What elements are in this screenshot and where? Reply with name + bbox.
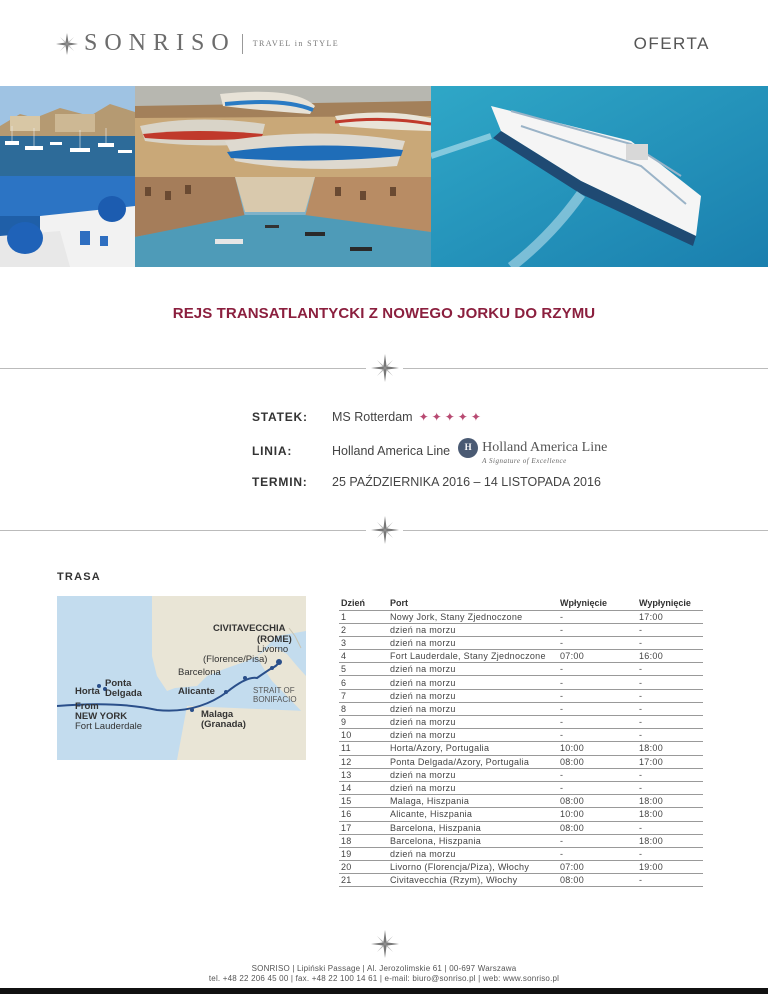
line-label: LINIA:	[252, 444, 293, 458]
map-label-newyork: NEW YORK	[75, 711, 128, 722]
cell-day: 12	[339, 755, 388, 768]
compass-star-icon	[371, 354, 399, 382]
cell-day: 2	[339, 623, 388, 636]
ornament-divider	[0, 516, 768, 546]
cell-departure: -	[637, 716, 703, 729]
cell-day: 21	[339, 874, 388, 887]
cell-departure: -	[637, 729, 703, 742]
star-icon: ✦	[470, 410, 481, 424]
footer-contact: tel. +48 22 206 45 00 | fax. +48 22 100 14 61 | e-mail: biuro@sonriso.pl | web: www.sonriso.pl	[208, 974, 560, 983]
route-map	[57, 596, 306, 760]
map-label-strait: STRAIT OF	[253, 686, 295, 695]
cell-port: dzień na morzu	[388, 768, 558, 781]
cell-port: dzień na morzu	[388, 623, 558, 636]
footer	[0, 964, 768, 984]
term-label: TERMIN:	[252, 475, 308, 489]
cell-port: Livorno (Florencja/Piza), Włochy	[388, 861, 558, 874]
cell-arrival: 08:00	[558, 821, 637, 834]
cell-arrival: -	[558, 636, 637, 649]
cell-departure: -	[637, 689, 703, 702]
map-label-granada: (Granada)	[201, 719, 246, 730]
cell-arrival: 10:00	[558, 742, 637, 755]
header-day: Dzień	[339, 597, 388, 610]
cell-departure: -	[637, 663, 703, 676]
harbor-photo	[0, 86, 135, 176]
cell-departure: -	[637, 781, 703, 794]
ship-value: MS Rotterdam	[332, 410, 413, 424]
cell-port: Malaga, Hiszpania	[388, 795, 558, 808]
map-label-civitavecchia: CIVITAVECCHIA	[213, 623, 286, 634]
term-value: 25 PAŹDZIERNIKA 2016 – 14 LISTOPADA 2016	[332, 475, 601, 489]
table-row	[339, 636, 703, 649]
table-row	[339, 768, 703, 781]
cell-port: dzień na morzu	[388, 676, 558, 689]
cell-departure: 18:00	[637, 742, 703, 755]
route-section-label: TRASA	[57, 571, 101, 583]
cell-day: 19	[339, 847, 388, 860]
cell-arrival: -	[558, 623, 637, 636]
cell-arrival: -	[558, 663, 637, 676]
cell-port: Ponta Delgada/Azory, Portugalia	[388, 755, 558, 768]
cell-departure: -	[637, 636, 703, 649]
map-label-bonifacio: BONIFACIO	[253, 695, 297, 704]
cell-departure: 18:00	[637, 795, 703, 808]
table-row	[339, 623, 703, 636]
compass-star-icon	[371, 930, 399, 958]
cell-arrival: -	[558, 768, 637, 781]
map-label-delgada: Delgada	[105, 688, 142, 699]
map-label-ponta: Ponta	[105, 678, 132, 689]
footer-address: SONRISO | Lipiński Passage | Al. Jerozolimskie 61 | 00-697 Warszawa	[251, 964, 517, 973]
table-row	[339, 861, 703, 874]
brand-logo	[56, 30, 339, 57]
cell-day: 13	[339, 768, 388, 781]
table-row	[339, 716, 703, 729]
cell-day: 15	[339, 795, 388, 808]
header-arrival: Wpłynięcie	[558, 597, 637, 610]
table-row	[339, 781, 703, 794]
header-departure: Wypłynięcie	[637, 597, 703, 610]
santorini-photo	[0, 176, 135, 267]
star-icon: ✦	[431, 410, 442, 424]
ornament-divider	[0, 354, 768, 384]
hal-emblem-icon: H	[458, 438, 478, 458]
table-row	[339, 834, 703, 847]
cell-departure: -	[637, 676, 703, 689]
cell-day: 11	[339, 742, 388, 755]
map-label-malaga: Malaga	[201, 709, 234, 720]
boats-photo	[135, 86, 431, 177]
cell-departure: -	[637, 768, 703, 781]
cell-day: 9	[339, 716, 388, 729]
cell-departure: 18:00	[637, 834, 703, 847]
ship-rating	[419, 410, 484, 424]
cell-arrival: 10:00	[558, 808, 637, 821]
cell-port: dzień na morzu	[388, 847, 558, 860]
table-row	[339, 847, 703, 860]
compass-star-icon	[371, 516, 399, 544]
table-row	[339, 702, 703, 715]
table-header-row	[339, 597, 703, 610]
holland-america-logo: H Holland America Line A Signature of Excellence	[458, 438, 607, 465]
cell-port: dzień na morzu	[388, 689, 558, 702]
map-label-rome: (ROME)	[257, 634, 292, 645]
table-row	[339, 808, 703, 821]
cell-day: 4	[339, 650, 388, 663]
brand-name: SONRISO	[84, 30, 236, 56]
cruise-ship-photo	[431, 86, 768, 267]
map-label-livorno: Livorno	[257, 644, 289, 655]
cell-arrival: 07:00	[558, 650, 637, 663]
cell-arrival: -	[558, 781, 637, 794]
term-row	[252, 470, 601, 494]
cell-arrival: -	[558, 689, 637, 702]
cell-port: dzień na morzu	[388, 781, 558, 794]
cell-departure: 18:00	[637, 808, 703, 821]
photo-collage	[0, 86, 768, 267]
map-label-barcelona: Barcelona	[178, 667, 221, 678]
cell-port: Horta/Azory, Portugalia	[388, 742, 558, 755]
compass-star-icon	[56, 33, 78, 55]
header-port: Port	[388, 597, 558, 610]
cell-arrival: -	[558, 676, 637, 689]
venice-photo	[135, 177, 431, 267]
star-icon: ✦	[418, 410, 429, 424]
cell-departure: -	[637, 821, 703, 834]
cell-departure: -	[637, 702, 703, 715]
ornament-divider	[0, 930, 768, 960]
cell-arrival: -	[558, 610, 637, 623]
ship-label: STATEK:	[252, 410, 308, 424]
itinerary-table	[339, 597, 703, 887]
cell-day: 7	[339, 689, 388, 702]
line-value: Holland America Line	[332, 444, 451, 458]
map-label-fortlauderdale: Fort Lauderdale	[75, 721, 143, 732]
cell-day: 10	[339, 729, 388, 742]
offer-title: REJS TRANSATLANTYCKI Z NOWEGO JORKU DO RZYMU	[172, 305, 596, 322]
bottom-bar	[0, 988, 768, 994]
cell-port: Fort Lauderdale, Stany Zjednoczone	[388, 650, 558, 663]
cell-arrival: -	[558, 702, 637, 715]
cell-departure: 19:00	[637, 861, 703, 874]
cell-arrival: 08:00	[558, 795, 637, 808]
cell-departure: -	[637, 847, 703, 860]
cell-day: 1	[339, 610, 388, 623]
table-row	[339, 795, 703, 808]
cell-arrival: 08:00	[558, 755, 637, 768]
ship-row	[252, 405, 484, 429]
table-row	[339, 650, 703, 663]
table-row	[339, 874, 703, 887]
cell-arrival: 07:00	[558, 861, 637, 874]
cell-day: 14	[339, 781, 388, 794]
cell-arrival: -	[558, 847, 637, 860]
table-row	[339, 742, 703, 755]
cell-day: 16	[339, 808, 388, 821]
cell-day: 5	[339, 663, 388, 676]
table-row	[339, 821, 703, 834]
cell-day: 18	[339, 834, 388, 847]
cell-departure: 17:00	[637, 755, 703, 768]
cell-port: dzień na morzu	[388, 663, 558, 676]
cell-departure: -	[637, 623, 703, 636]
table-row	[339, 689, 703, 702]
brand-tagline: TRAVEL in STYLE	[252, 39, 340, 48]
table-row	[339, 755, 703, 768]
cell-departure: 17:00	[637, 610, 703, 623]
offer-label: OFERTA	[633, 34, 710, 53]
table-row	[339, 676, 703, 689]
star-icon: ✦	[444, 410, 455, 424]
star-icon: ✦	[457, 410, 468, 424]
cell-day: 20	[339, 861, 388, 874]
cell-day: 3	[339, 636, 388, 649]
cell-arrival: -	[558, 834, 637, 847]
cell-port: dzień na morzu	[388, 636, 558, 649]
map-label-florence: (Florence/Pisa)	[203, 654, 268, 665]
cell-port: Barcelona, Hiszpania	[388, 821, 558, 834]
cell-departure: 16:00	[637, 650, 703, 663]
table-row	[339, 610, 703, 623]
cell-port: dzień na morzu	[388, 716, 558, 729]
cell-arrival: -	[558, 729, 637, 742]
logo-separator	[242, 34, 243, 54]
cell-port: dzień na morzu	[388, 729, 558, 742]
cell-day: 17	[339, 821, 388, 834]
cell-port: dzień na morzu	[388, 702, 558, 715]
cell-arrival: -	[558, 716, 637, 729]
cell-day: 6	[339, 676, 388, 689]
cell-port: Barcelona, Hiszpania	[388, 834, 558, 847]
table-row	[339, 663, 703, 676]
map-label-alicante: Alicante	[178, 686, 215, 697]
cell-departure: -	[637, 874, 703, 887]
cell-port: Civitavecchia (Rzym), Włochy	[388, 874, 558, 887]
cell-arrival: 08:00	[558, 874, 637, 887]
cell-port: Alicante, Hiszpania	[388, 808, 558, 821]
cell-port: Nowy Jork, Stany Zjednoczone	[388, 610, 558, 623]
map-label-horta: Horta	[75, 686, 100, 697]
map-label-from: From	[75, 701, 99, 712]
line-row	[252, 439, 607, 463]
table-row	[339, 729, 703, 742]
cell-day: 8	[339, 702, 388, 715]
